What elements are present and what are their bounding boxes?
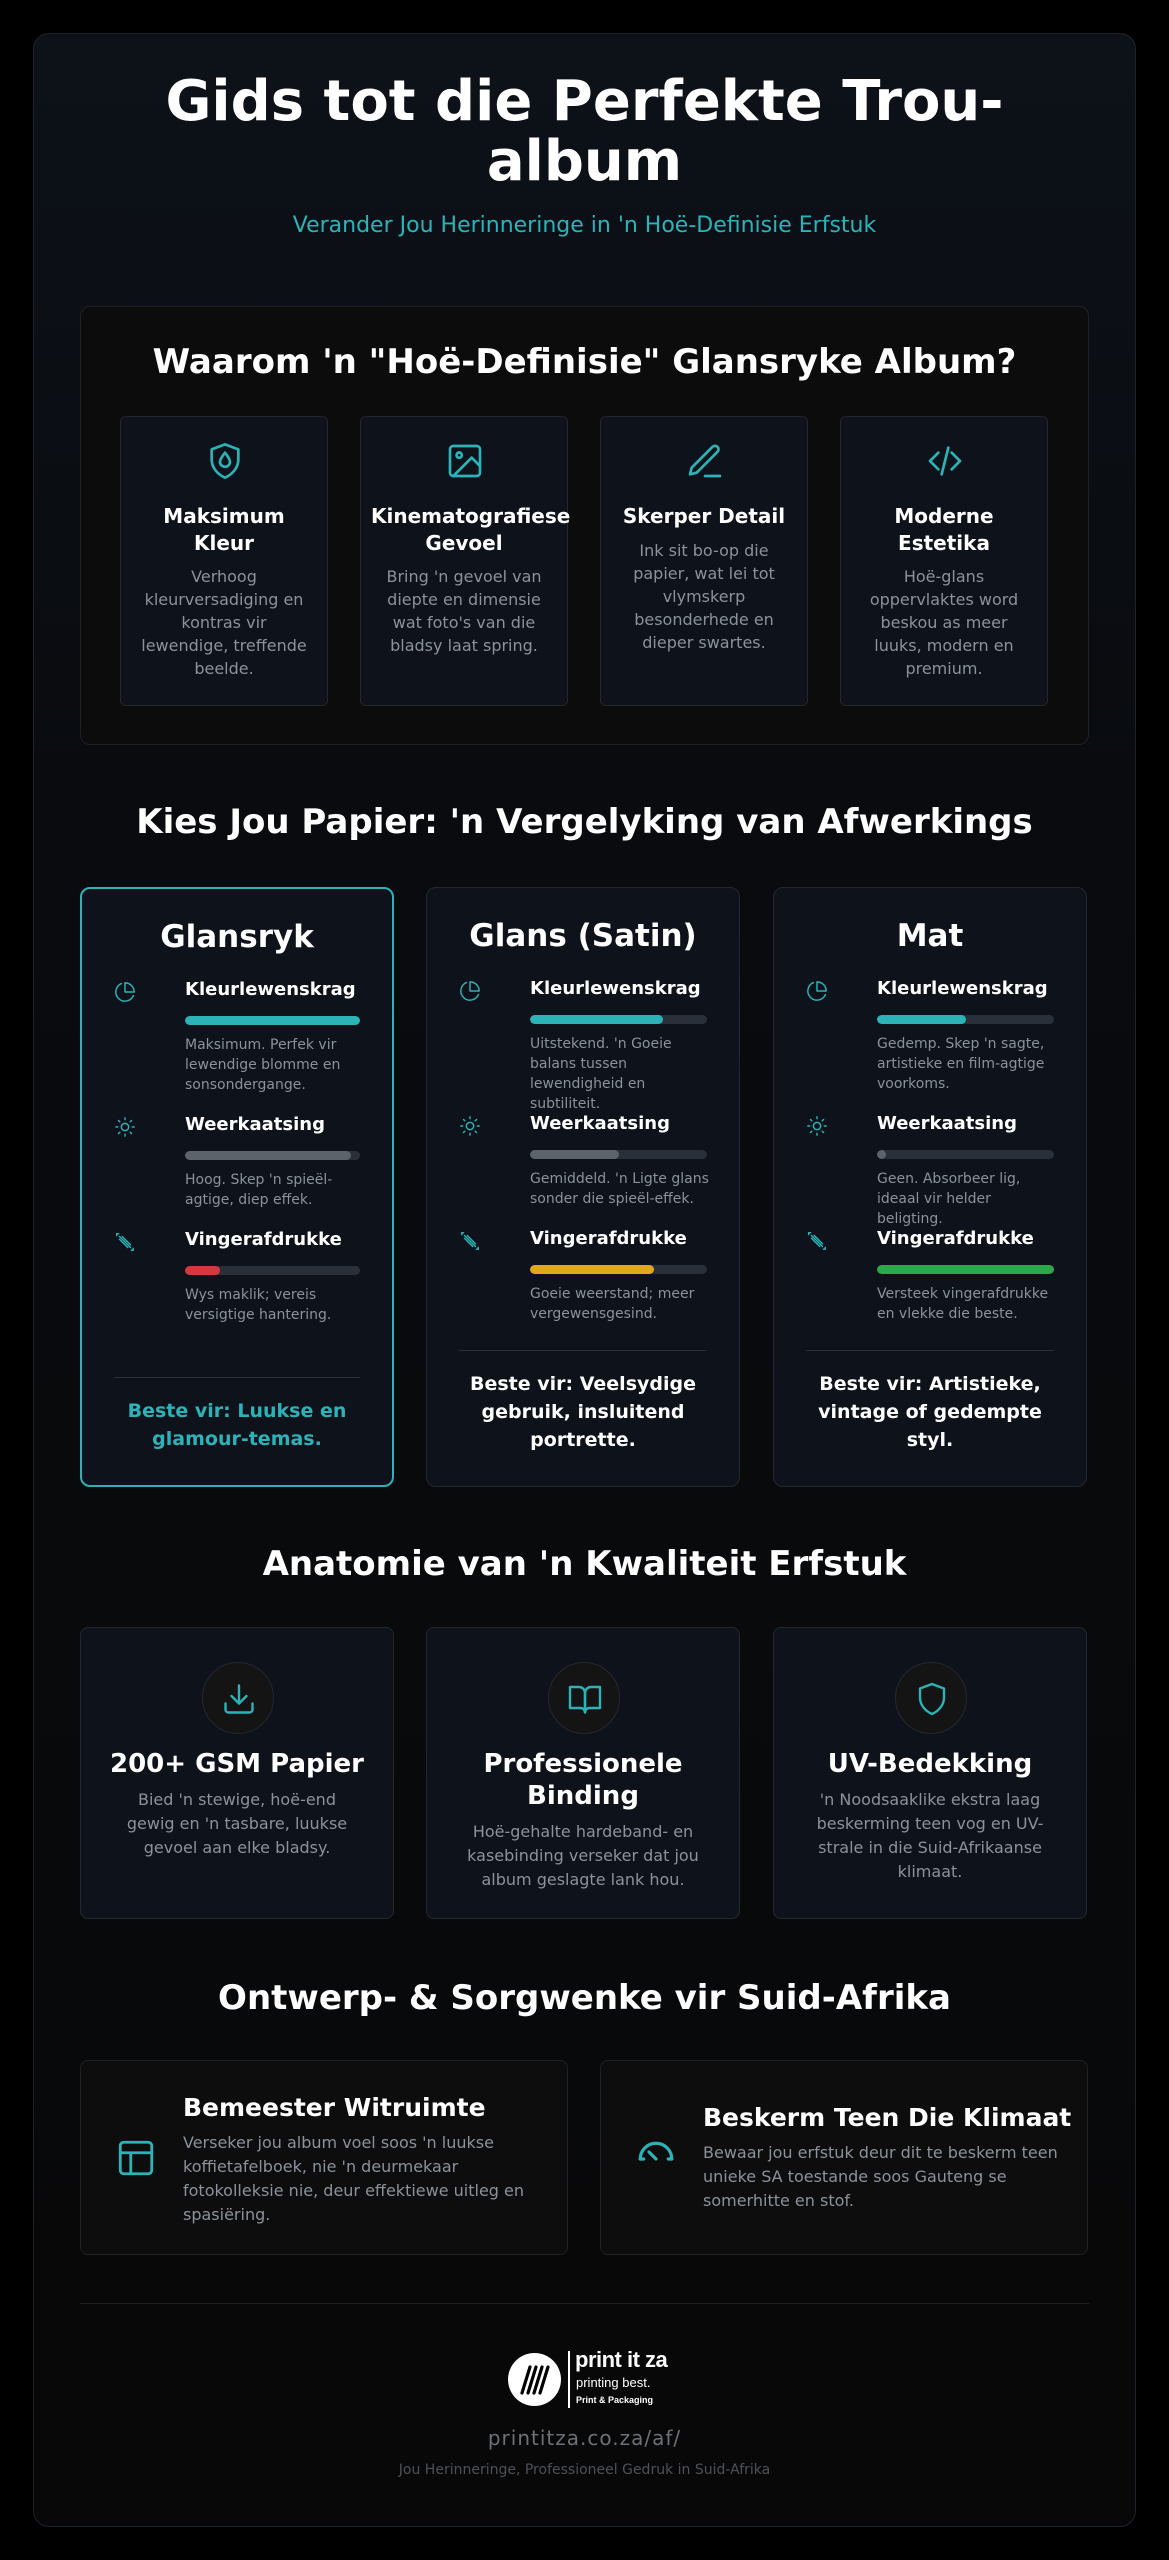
- tip-card-title: Beskerm Teen Die Klimaat: [703, 2103, 1072, 2132]
- metric-bar: [530, 1265, 707, 1274]
- why-card-title: Skerper Detail: [622, 504, 786, 528]
- metric-label: Kleurlewenskrag: [185, 979, 356, 1000]
- metric-label: Weerkaatsing: [185, 1114, 325, 1135]
- logo-brand: print it za: [575, 2347, 668, 2372]
- why-card-desc: Bring 'n gevoel van diepte en dimensie wat foto's van die bladsy laat spring.: [386, 567, 542, 655]
- why-title: Waarom 'n "Hoë-Definisie" Glansryke Album?: [152, 342, 1017, 382]
- shield-drop-icon: [205, 441, 245, 481]
- best-for-label: Beste vir: Luukse en glamour-temas.: [127, 1400, 347, 1450]
- metric-desc: Wys maklik; vereis versigtige hantering.: [185, 1287, 332, 1323]
- metric-bar: [185, 1151, 360, 1160]
- card-divider: [114, 1377, 360, 1378]
- why-card-cinematic: [360, 416, 571, 706]
- fingerprint-icon: [459, 1230, 481, 1252]
- metric-bar: [877, 1015, 1054, 1024]
- metric-desc: Maksimum. Perfek vir lewendige blomme en sonsondergange.: [185, 1037, 341, 1093]
- tip-card-whitespace: [80, 2060, 568, 2255]
- tip-card-desc: Verseker jou album voel soos 'n luukse koffietafelboek, nie 'n deurmekaar fotokolleksie nie, deur effektiewe uitleg en spasiëring.: [183, 2133, 525, 2224]
- metric-bar-fill: [877, 1015, 966, 1024]
- gauge-icon: [635, 2131, 677, 2173]
- page-title: Gids tot die Perfekte Trou-album: [165, 69, 1004, 194]
- metric-desc: Goeie weerstand; meer vergewensgesind.: [530, 1286, 695, 1322]
- why-card-desc: Ink sit bo-op die papier, wat lei tot vlymskerp besonderhede en dieper swartes.: [633, 541, 775, 652]
- metric-desc: Geen. Absorbeer lig, ideaal vir helder beligting.: [877, 1171, 1021, 1227]
- metric-bar: [530, 1150, 707, 1159]
- logo-divider: [568, 2351, 570, 2408]
- sun-icon: [806, 1115, 828, 1137]
- why-card-modern: [840, 416, 1048, 706]
- metric-desc: Uitstekend. 'n Goeie balans tussen lewendigheid en subtiliteit.: [530, 1036, 672, 1112]
- footer-text: Jou Herinneringe, Professioneel Gedruk in Suid-Afrika: [398, 2462, 771, 2478]
- anatomy-card-title: 200+ GSM Papier: [110, 1749, 364, 1779]
- anatomy-card-desc: Bied 'n stewige, hoë-end gewig en 'n tasbare, luukse gevoel aan elke bladsy.: [126, 1790, 348, 1857]
- pie-chart-icon: [114, 981, 136, 1003]
- logo-disc: [508, 2353, 561, 2406]
- metric-desc: Versteek vingerafdrukke en vlekke die beste.: [877, 1286, 1049, 1322]
- sun-icon: [114, 1116, 136, 1138]
- paper-card-matte: [773, 887, 1087, 1487]
- metric-label: Vingerafdrukke: [877, 1228, 1034, 1249]
- tips-title: Ontwerp- & Sorgwenke vir Suid-Afrika: [218, 1978, 951, 2018]
- pie-chart-icon: [806, 980, 828, 1002]
- metric-bar-fill: [185, 1016, 360, 1025]
- why-card-title: Moderne Estetika: [894, 504, 994, 555]
- metric-bar: [185, 1016, 360, 1025]
- shield-icon: [914, 1681, 950, 1717]
- anatomy-title: Anatomie van 'n Kwaliteit Erfstuk: [262, 1544, 907, 1584]
- metric-label: Weerkaatsing: [530, 1113, 670, 1134]
- metric-bar-fill: [185, 1266, 220, 1275]
- why-card-desc: Verhoog kleurversadiging en kontras vir lewendige, treffende beelde.: [141, 567, 307, 678]
- anatomy-card-desc: 'n Noodsaaklike ekstra laag beskerming teen vog en UV-strale in die Suid-Afrikaanse klimaat.: [816, 1790, 1044, 1881]
- metric-bar: [530, 1015, 707, 1024]
- fingerprint-icon: [114, 1231, 136, 1253]
- logo-tagline: printing best.: [576, 2375, 651, 2390]
- page-subtitle: Verander Jou Herinneringe in 'n Hoë-Definisie Erfstuk: [292, 213, 877, 238]
- logo-subline: Print & Packaging: [576, 2395, 654, 2405]
- metric-desc: Hoog. Skep 'n spieël-agtige, diep effek.: [185, 1172, 333, 1208]
- stripes-icon: [508, 2353, 561, 2406]
- fingerprint-icon: [806, 1230, 828, 1252]
- metric-desc: Gedemp. Skep 'n sagte, artistieke en film-agtige voorkoms.: [877, 1036, 1045, 1092]
- anatomy-card-title: Professionele Binding: [483, 1749, 683, 1811]
- card-divider: [459, 1350, 707, 1351]
- paper-card-satin: [426, 887, 740, 1487]
- metric-bar: [877, 1150, 1054, 1159]
- tip-card-climate: [600, 2060, 1088, 2255]
- metric-label: Vingerafdrukke: [185, 1229, 342, 1250]
- tip-card-title: Bemeester Witruimte: [183, 2093, 486, 2122]
- paper-card-title: Glansryk: [160, 919, 314, 955]
- metric-bar: [185, 1266, 360, 1275]
- why-card-color: [120, 416, 328, 706]
- pen-icon: [685, 441, 725, 481]
- metric-bar-fill: [530, 1015, 663, 1024]
- book-icon: [567, 1681, 603, 1717]
- why-card-desc: Hoë-glans oppervlaktes word beskou as meer luuks, modern en premium.: [869, 567, 1019, 678]
- pie-chart-icon: [459, 980, 481, 1002]
- why-card-title: Maksimum Kleur: [163, 504, 285, 555]
- icon-circle: [895, 1662, 967, 1734]
- metric-bar: [877, 1265, 1054, 1274]
- code-icon: [925, 441, 965, 481]
- sun-icon: [459, 1115, 481, 1137]
- metric-bar-fill: [185, 1151, 351, 1160]
- brand-logo[interactable]: [505, 2347, 668, 2409]
- why-card-detail: [600, 416, 808, 706]
- anatomy-card-binding: [426, 1627, 740, 1919]
- best-for-label: Beste vir: Artistieke, vintage of gedempte styl.: [818, 1373, 1042, 1451]
- metric-label: Kleurlewenskrag: [877, 978, 1048, 999]
- anatomy-card-desc: Hoë-gehalte hardeband- en kasebinding verseker dat jou album geslagte lank hou.: [467, 1822, 699, 1889]
- metric-bar-fill: [530, 1150, 619, 1159]
- image-icon: [445, 441, 485, 481]
- layout-icon: [115, 2137, 157, 2179]
- paper-card-title: Mat: [896, 918, 964, 954]
- anatomy-card-paper: [80, 1627, 394, 1919]
- metric-bar-fill: [877, 1150, 886, 1159]
- metric-bar-fill: [530, 1265, 654, 1274]
- paper-title: Kies Jou Papier: 'n Vergelyking van Afwerkings: [136, 802, 1033, 842]
- metric-label: Weerkaatsing: [877, 1113, 1017, 1134]
- metric-desc: Gemiddeld. 'n Ligte glans sonder die spieël-effek.: [530, 1171, 709, 1207]
- icon-circle: [548, 1662, 620, 1734]
- best-for-label: Beste vir: Veelsydige gebruik, insluitend portrette.: [470, 1373, 696, 1451]
- why-card-title: Kinematografiese Gevoel: [371, 504, 571, 555]
- card-divider: [806, 1350, 1054, 1351]
- metric-label: Kleurlewenskrag: [530, 978, 701, 999]
- metric-label: Vingerafdrukke: [530, 1228, 687, 1249]
- paper-card-glossy: [80, 887, 394, 1487]
- icon-circle: [202, 1662, 274, 1734]
- metric-bar-fill: [877, 1265, 1054, 1274]
- footer-url[interactable]: printitza.co.za/af/: [487, 2426, 682, 2450]
- footer-divider: [80, 2303, 1089, 2304]
- anatomy-card-uv: [773, 1627, 1087, 1919]
- paper-card-title: Glans (Satin): [469, 918, 697, 954]
- tip-card-desc: Bewaar jou erfstuk deur dit te beskerm teen unieke SA toestande soos Gauteng se somerhitte en stof.: [703, 2143, 1058, 2210]
- download-icon: [221, 1681, 257, 1717]
- anatomy-card-title: UV-Bedekking: [827, 1749, 1033, 1779]
